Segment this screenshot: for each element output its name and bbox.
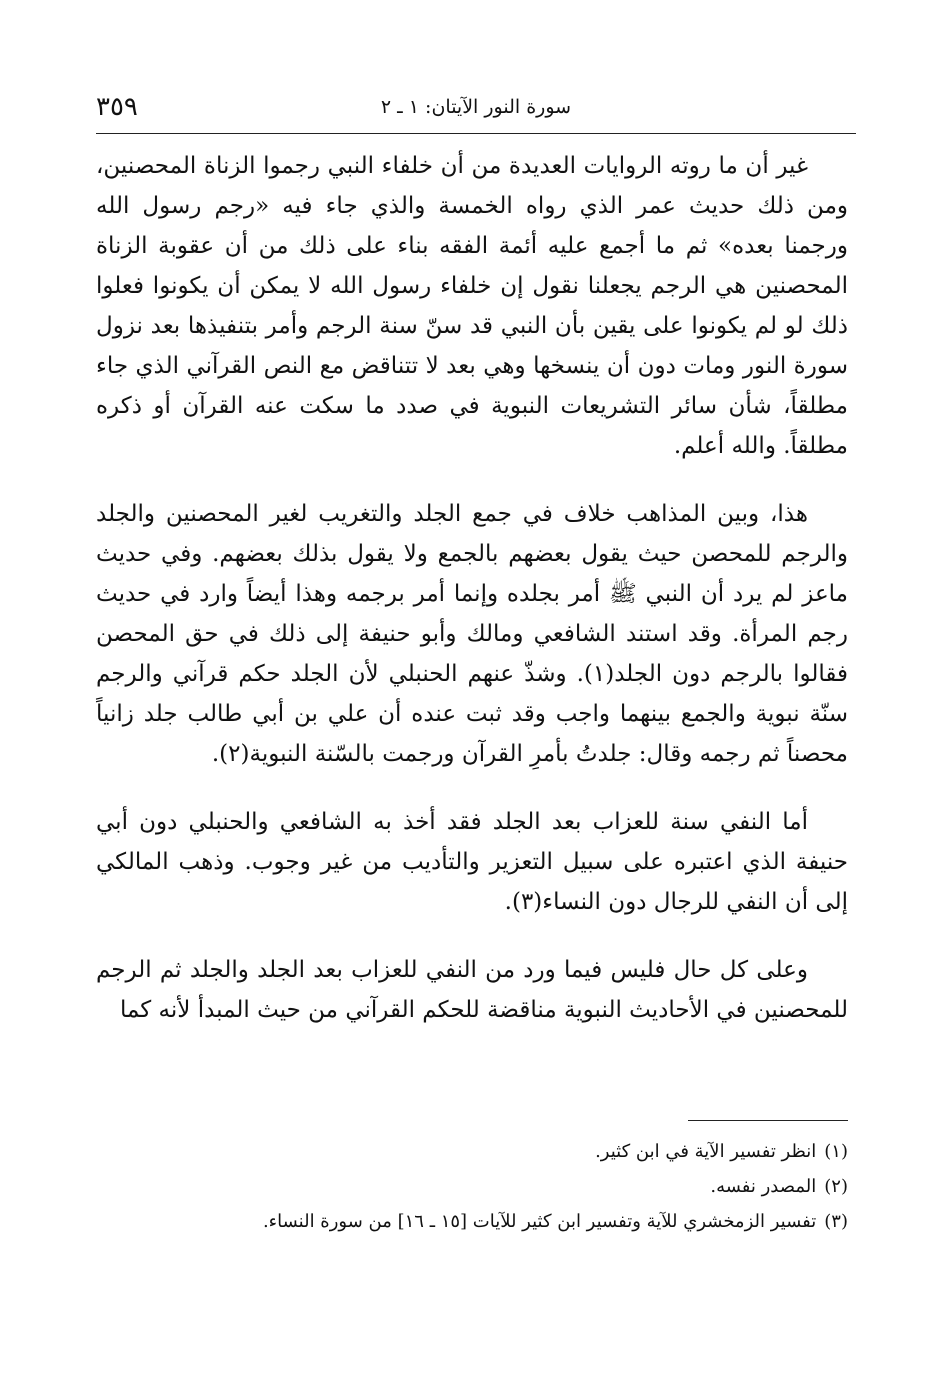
footnote-number: (٣): [824, 1211, 848, 1232]
paragraph: وعلى كل حال فليس فيما ورد من النفي للعزاب بعد الجلد والجلد ثم الرجم للمحصنين في الأحاديث النبوية مناقضة للحكم القرآني من حيث المبدأ لأنه كما: [96, 957, 848, 1023]
footnote-text: انظر تفسير الآية في ابن كثير.: [595, 1141, 817, 1162]
footnote-text: المصدر نفسه.: [710, 1176, 817, 1197]
footnote: [96, 1204, 848, 1239]
paragraph: غير أن ما روته الروايات العديدة من أن خلفاء النبي رجموا الزناة المحصنين، ومن ذلك حديث عمر الذي رواه الخمسة والذي جاء فيه «رجم رسول الله ورجمنا بعده» ثم ما أجمع عليه أئمة الفقه بناء على ذلك من أن عقوبة الزناة المحصنين هي الرجم يجعلنا نقول إن خلفاء رسول الله لا يمكن أن يكونوا فعلوا ذلك لو لم يكونوا على يقين بأن النبي قد سنّ سنة الرجم وأمر بتنفيذها بعد نزول سورة النور ومات دون أن ينسخها وهي بعد لا تتناقض مع النص القرآني الذي جاء مطلقاً، شأن سائر التشريعات النبوية في صدد ما سكت عنه القرآن أو ذكره مطلقاً. والله أعلم.: [96, 153, 848, 459]
paragraph: أما النفي سنة للعزاب بعد الجلد فقد أخذ به الشافعي والحنبلي دون أبي حنيفة الذي اعتبره على سبيل التعزير والتأديب من غير وجوب. وذهب المالكي إلى أن النفي للرجال دون النساء(٣).: [96, 809, 848, 915]
page-number: ٣٥٩: [96, 92, 138, 122]
footnote-number: (١): [824, 1141, 848, 1162]
running-header: [96, 92, 856, 132]
footnotes: [96, 1134, 848, 1239]
paragraph: هذا، وبين المذاهب خلاف في جمع الجلد والتغريب لغير المحصنين والجلد والرجم للمحصن حيث يقول بعضهم بالجمع ولا يقول بذلك بعضهم. وفي حديث ماعز لم يرد أن النبي ﷺ أمر بجلده وإنما أمر برجمه وهذا أيضاً وارد في حديث رجم المرأة. وقد استند الشافعي ومالك وأبو حنيفة إلى ذلك في حق المحصن فقالوا بالرجم دون الجلد(١). وشذّ عنهم الحنبلي لأن الجلد حكم قرآني والرجم سنّة نبوية والجمع بينهما واجب وقد ثبت عنده أن علي بن أبي طالب جلد زانياً محصناً ثم رجمه وقال: جلدتُ بأمرِ القرآن ورجمت بالسّنة النبوية(٢).: [96, 501, 848, 767]
footnote: [96, 1169, 848, 1204]
running-title: سورة النور الآيتان: ١ ـ ٢: [380, 96, 572, 118]
footnote-text: تفسير الزمخشري للآية وتفسير ابن كثير للآيات [١٥ ـ ١٦] من سورة النساء.: [262, 1211, 817, 1232]
footnote-separator: [688, 1120, 848, 1121]
header-rule: [96, 133, 856, 134]
body-text: [96, 146, 848, 1030]
footnote: [96, 1134, 848, 1169]
footnote-number: (٢): [824, 1176, 848, 1197]
